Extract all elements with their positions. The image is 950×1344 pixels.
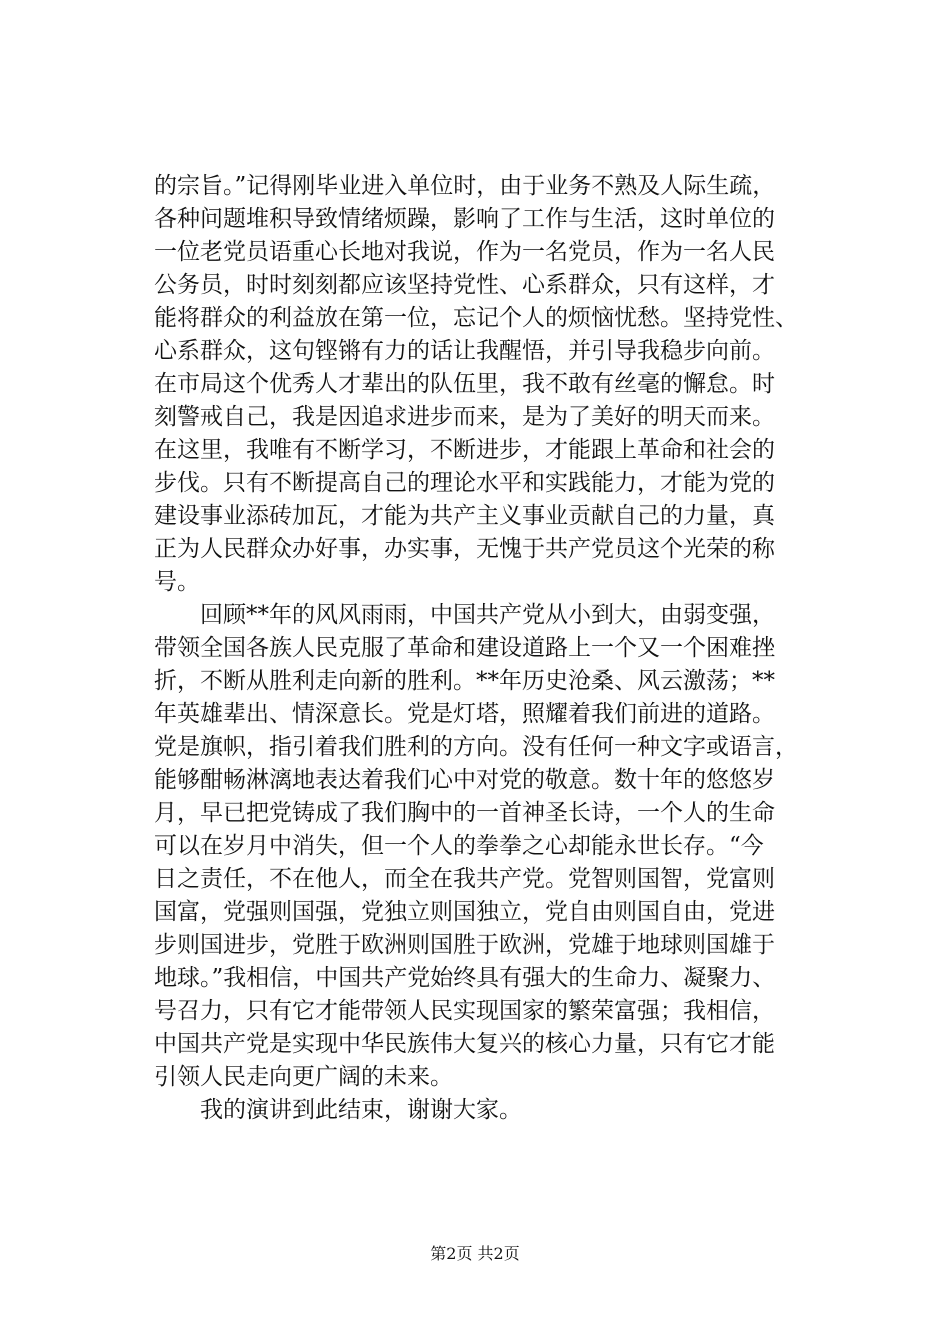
text-line: 党是旗帜，指引着我们胜利的方向。没有任何一种文字或语言， [154, 734, 798, 760]
text-line: 建设事业添砖加瓦，才能为共产主义事业贡献自己的力量，真 [154, 503, 775, 529]
page-number-footer: 第2页 共2页 [430, 1244, 520, 1263]
text-line: 年英雄辈出、情深意长。党是灯塔，照耀着我们前进的道路。 [154, 701, 775, 727]
text-line: 正为人民群众办好事，办实事，无愧于共产党员这个光荣的称 [154, 536, 775, 562]
text-line: 回顾**年的风风雨雨，中国共产党从小到大，由弱变强， [154, 602, 775, 628]
text-line: 我的演讲到此结束，谢谢大家。 [154, 1097, 522, 1123]
text-line: 刻警戒自己，我是因追求进步而来，是为了美好的明天而来。 [154, 404, 775, 430]
text-line: 能够酣畅淋漓地表达着我们心中对党的敬意。数十年的悠悠岁 [154, 767, 775, 793]
text-line: 在这里，我唯有不断学习，不断进步，才能跟上革命和社会的 [154, 437, 775, 463]
text-line: 公务员，时时刻刻都应该坚持党性、心系群众，只有这样，才 [154, 272, 775, 298]
text-line: 折，不断从胜利走向新的胜利。**年历史沧桑、风云激荡；** [154, 668, 775, 694]
text-line: 可以在岁月中消失，但一个人的拳拳之心却能永世长存。“今 [154, 833, 764, 859]
text-line: 的宗旨。”记得刚毕业进入单位时，由于业务不熟及人际生疏， [154, 173, 776, 199]
text-line: 在市局这个优秀人才辈出的队伍里，我不敢有丝毫的懈怠。时 [154, 371, 775, 397]
text-line: 步则国进步，党胜于欧洲则国胜于欧洲，党雄于地球则国雄于 [154, 932, 775, 958]
text-line: 心系群众，这句铿锵有力的话让我醒悟，并引导我稳步向前。 [154, 338, 775, 364]
text-line: 带领全国各族人民克服了革命和建设道路上一个又一个困难挫 [154, 635, 775, 661]
text-line: 能将群众的利益放在第一位，忘记个人的烦恼忧愁。坚持党性、 [154, 305, 798, 331]
text-line: 月，早已把党铸成了我们胸中的一首神圣长诗，一个人的生命 [154, 800, 775, 826]
text-line: 日之责任，不在他人，而全在我共产党。党智则国智，党富则 [154, 866, 775, 892]
text-line: 步伐。只有不断提高自己的理论水平和实践能力，才能为党的 [154, 470, 775, 496]
text-line: 国富，党强则国强，党独立则国独立，党自由则国自由，党进 [154, 899, 775, 925]
text-line: 号。 [154, 569, 200, 595]
text-line: 地球。”我相信，中国共产党始终具有强大的生命力、凝聚力、 [154, 965, 776, 991]
text-line: 中国共产党是实现中华民族伟大复兴的核心力量，只有它才能 [154, 1031, 775, 1057]
text-line: 号召力，只有它才能带领人民实现国家的繁荣富强；我相信， [154, 998, 775, 1024]
text-line: 引领人民走向更广阔的未来。 [154, 1064, 453, 1090]
body-text [154, 170, 826, 1127]
text-line: 一位老党员语重心长地对我说，作为一名党员，作为一名人民 [154, 239, 775, 265]
text-line: 各种问题堆积导致情绪烦躁，影响了工作与生活，这时单位的 [154, 206, 775, 232]
